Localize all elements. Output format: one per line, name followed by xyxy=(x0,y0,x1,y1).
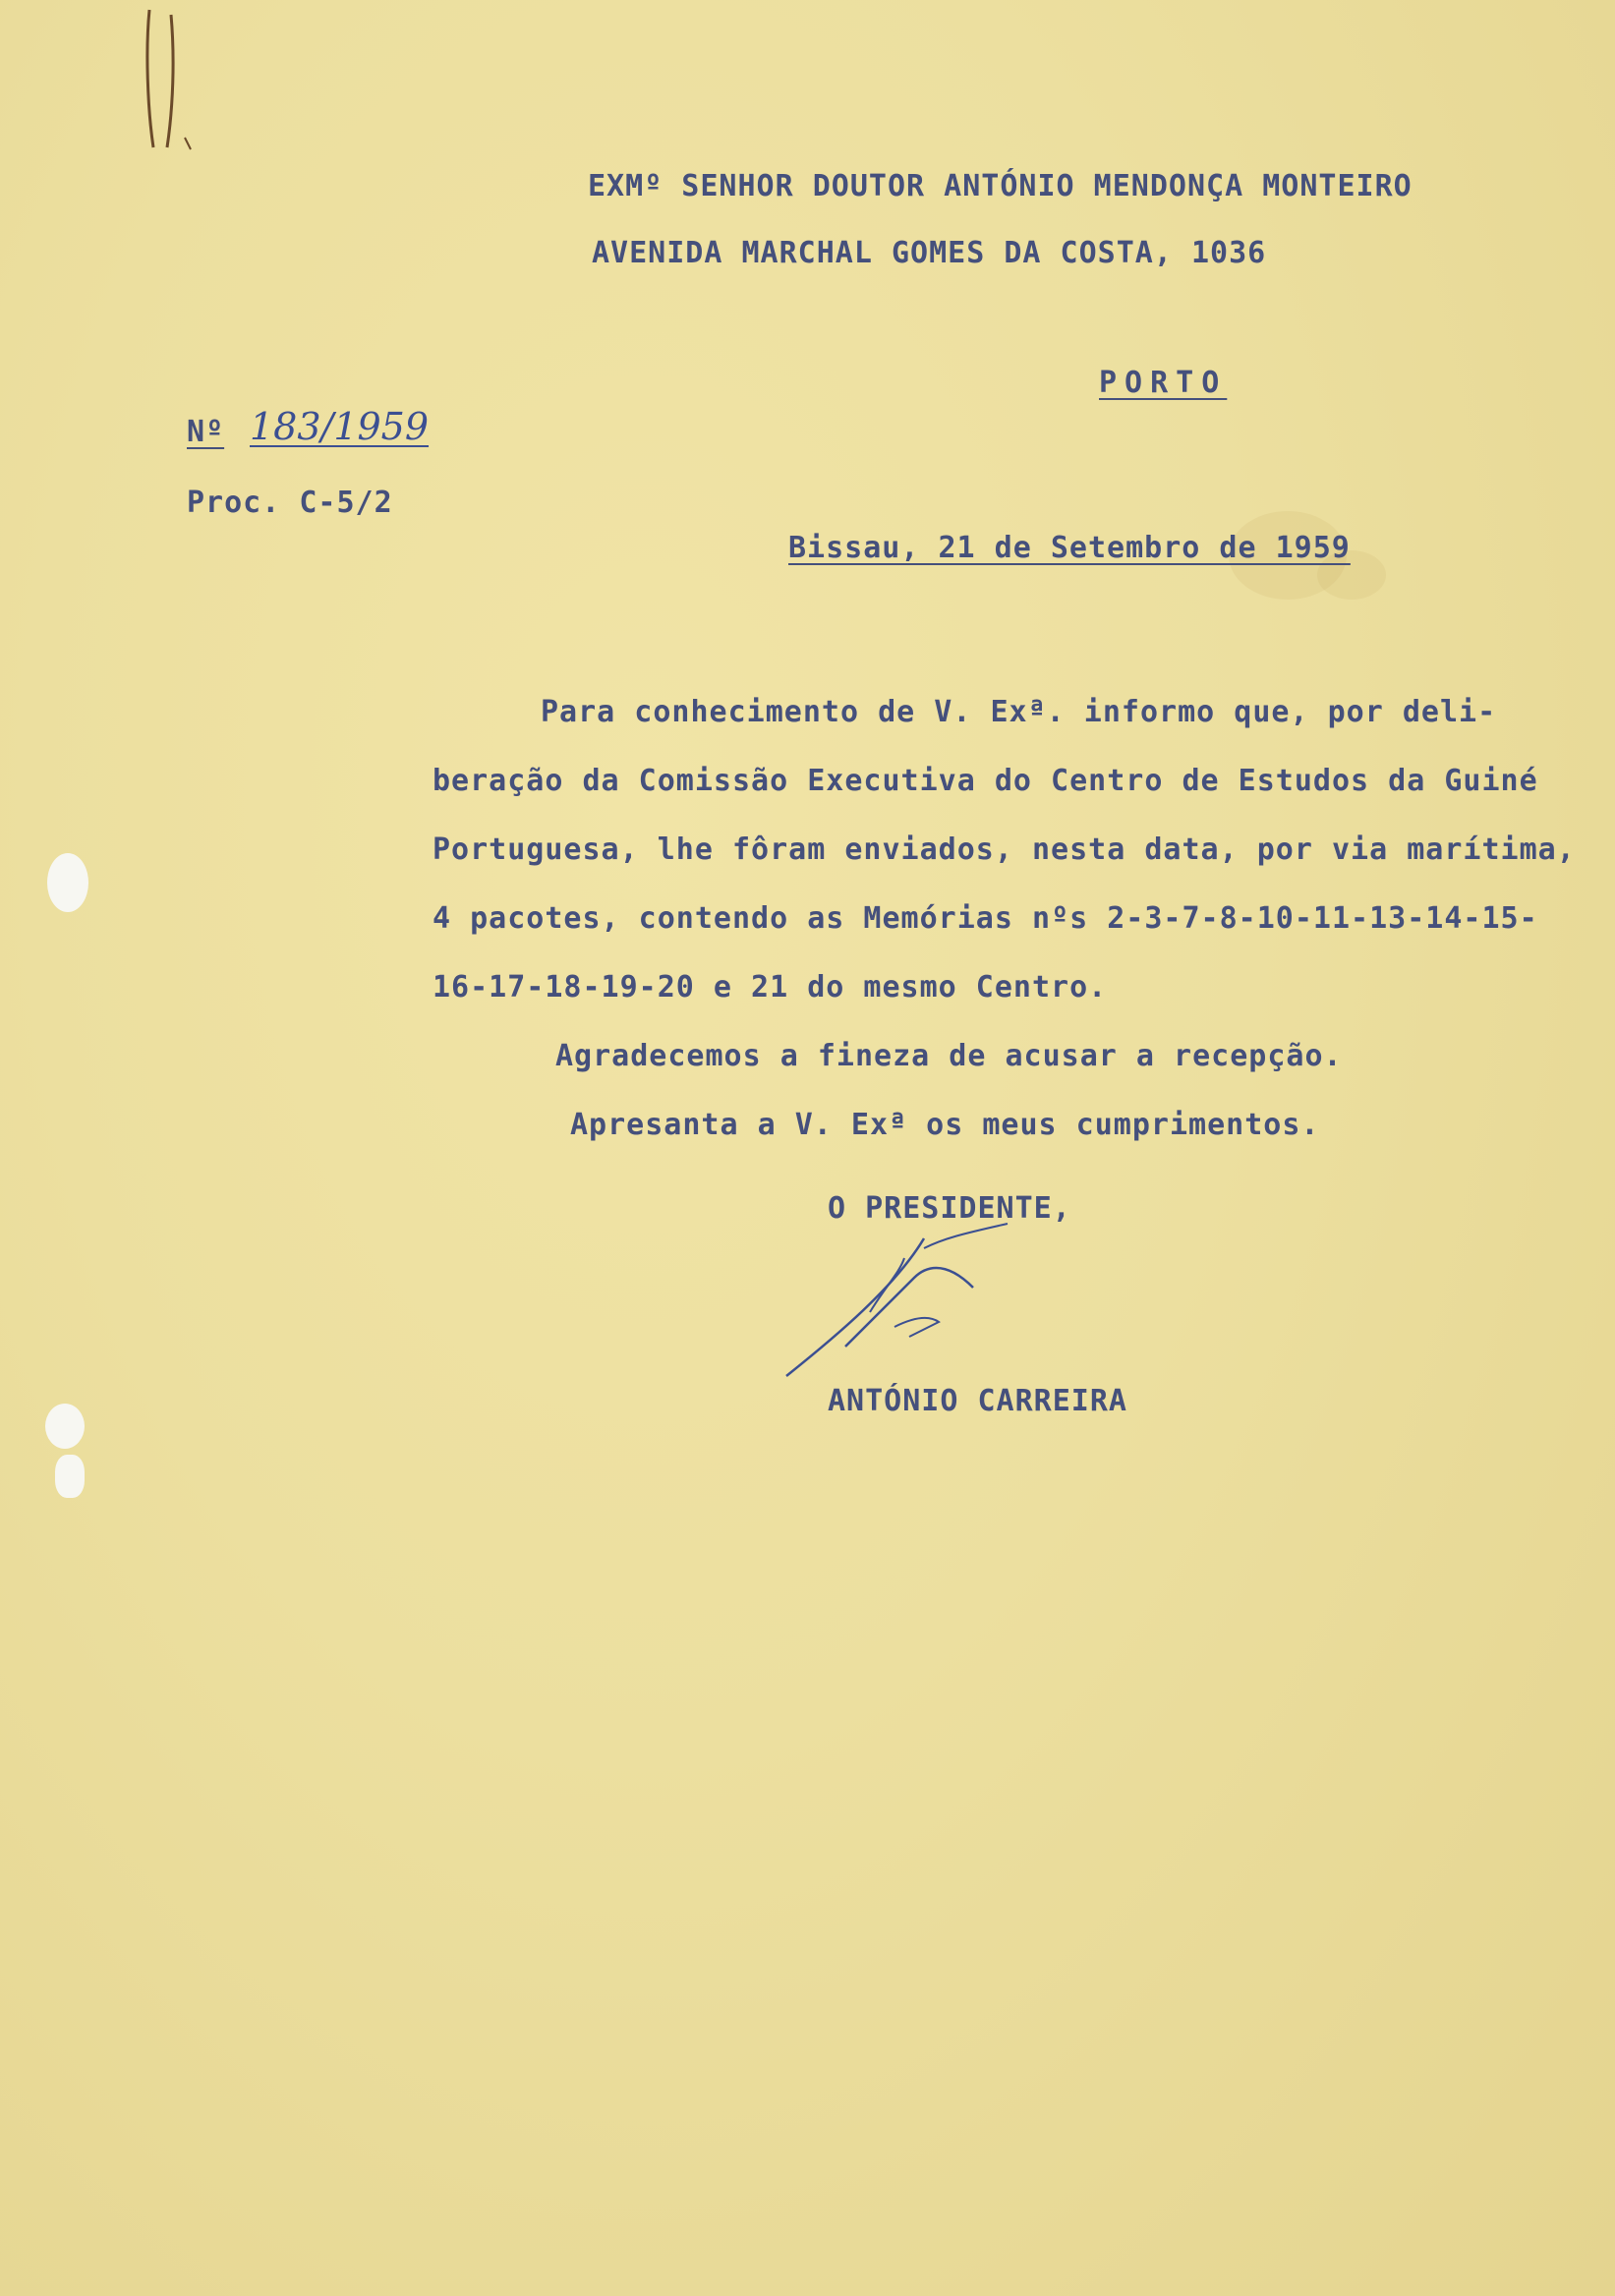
punch-hole xyxy=(45,1404,85,1449)
body-line: 4 pacotes, contendo as Memórias nºs 2-3-7-8-10-11-13-14-15- xyxy=(433,901,1538,936)
closing-line: Apresanta a V. Exª os meus cumprimentos. xyxy=(570,1108,1320,1142)
pencil-marks-icon xyxy=(128,0,206,167)
letter-body xyxy=(433,678,1583,1160)
reference-number-value: 183/1959 xyxy=(250,405,430,448)
city-line: PORTO xyxy=(1099,366,1228,400)
punch-hole xyxy=(47,853,88,912)
addressee-line: EXMº SENHOR DOUTOR ANTÓNIO MENDONÇA MONTEIRO xyxy=(588,169,1413,203)
handwritten-signature-icon xyxy=(777,1219,1032,1386)
signatory-name: ANTÓNIO CARREIRA xyxy=(828,1384,1127,1418)
thanks-line: Agradecemos a fineza de acusar a recepção. xyxy=(555,1039,1343,1073)
reference-number-label: Nº xyxy=(187,415,225,449)
signature-title: O PRESIDENTE, xyxy=(828,1191,1071,1226)
body-line: beração da Comissão Executiva do Centro de Estudos da Guiné xyxy=(433,764,1538,798)
process-reference: Proc. C-5/2 xyxy=(187,486,393,520)
address-line: AVENIDA MARCHAL GOMES DA COSTA, 1036 xyxy=(592,236,1267,270)
body-line: Para conhecimento de V. Exª. informo que, por deli- xyxy=(541,695,1497,729)
body-line: 16-17-18-19-20 e 21 do mesmo Centro. xyxy=(433,970,1108,1004)
body-line: Portuguesa, lhe fôram enviados, nesta data, por via marítima, xyxy=(433,832,1576,867)
punch-hole xyxy=(55,1455,85,1498)
dateline: Bissau, 21 de Setembro de 1959 xyxy=(788,531,1351,565)
